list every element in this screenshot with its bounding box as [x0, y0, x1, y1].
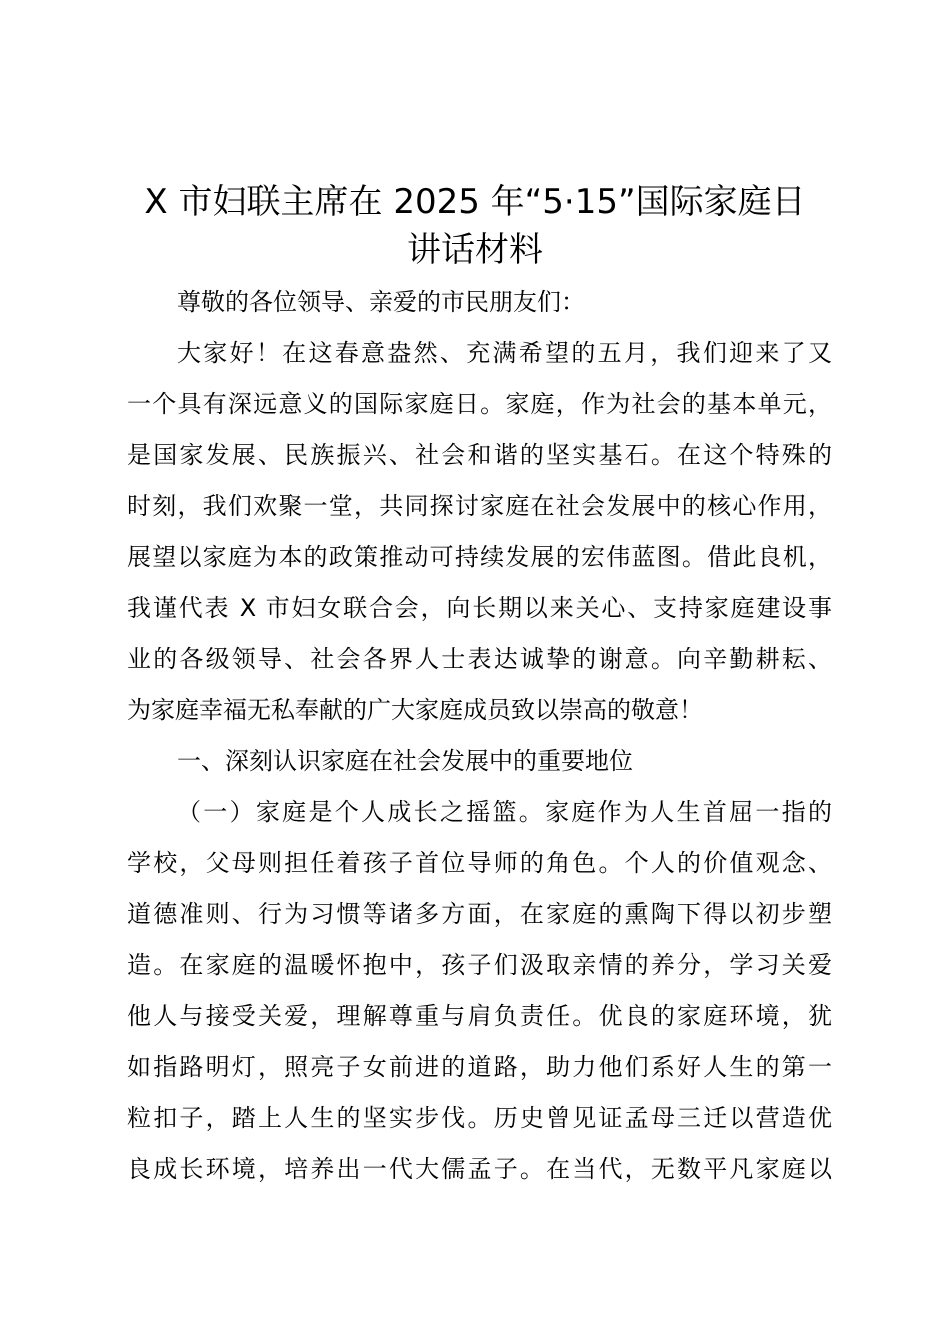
body-line: 业的各级领导、社会各界人士表达诚挚的谢意。向辛勤耕耘、 — [127, 645, 832, 673]
body-line: 时刻，我们欢聚一堂，共同探讨家庭在社会发展中的核心作用， — [127, 492, 832, 520]
body-line: 他人与接受关爱，理解尊重与肩负责任。优良的家庭环境，犹 — [127, 1002, 832, 1030]
body-line: 学校，父母则担任着孩子首位导师的角色。个人的价值观念、 — [127, 849, 832, 877]
body-line: 一个具有深远意义的国际家庭日。家庭，作为社会的基本单元， — [127, 390, 832, 418]
body-line: 是国家发展、民族振兴、社会和谐的坚实基石。在这个特殊的 — [127, 441, 832, 469]
body-line: 道德准则、行为习惯等诸多方面，在家庭的熏陶下得以初步塑 — [127, 900, 832, 928]
body-line: 为家庭幸福无私奉献的广大家庭成员致以崇高的敬意！ — [127, 696, 703, 724]
title-line-1: X 市妇联主席在 2025 年“5·15”国际家庭日 — [144, 182, 806, 222]
body-line: 如指路明灯，照亮子女前进的道路，助力他们系好人生的第一 — [127, 1053, 832, 1081]
body-line: 造。在家庭的温暖怀抱中，孩子们汲取亲情的养分，学习关爱 — [127, 951, 832, 979]
body-line: （一）家庭是个人成长之摇篮。家庭作为人生首屈一指的 — [177, 798, 832, 826]
salutation-line: 尊敬的各位领导、亲爱的市民朋友们： — [177, 288, 585, 316]
body-line: 良成长环境，培养出一代大儒孟子。在当代，无数平凡家庭以 — [127, 1155, 832, 1183]
body-line: 粒扣子，踏上人生的坚实步伐。历史曾见证孟母三迁以营造优 — [127, 1104, 832, 1132]
document-title — [110, 178, 840, 274]
title-line-2: 讲话材料 — [407, 230, 543, 270]
document-body — [127, 277, 832, 1195]
body-line: 展望以家庭为本的政策推动可持续发展的宏伟蓝图。借此良机， — [127, 543, 832, 571]
body-line: 大家好！在这春意盎然、充满希望的五月，我们迎来了又 — [177, 339, 832, 367]
section-heading: 一、深刻认识家庭在社会发展中的重要地位 — [177, 747, 633, 775]
body-line: 我谨代表 X 市妇女联合会，向长期以来关心、支持家庭建设事 — [127, 594, 832, 622]
